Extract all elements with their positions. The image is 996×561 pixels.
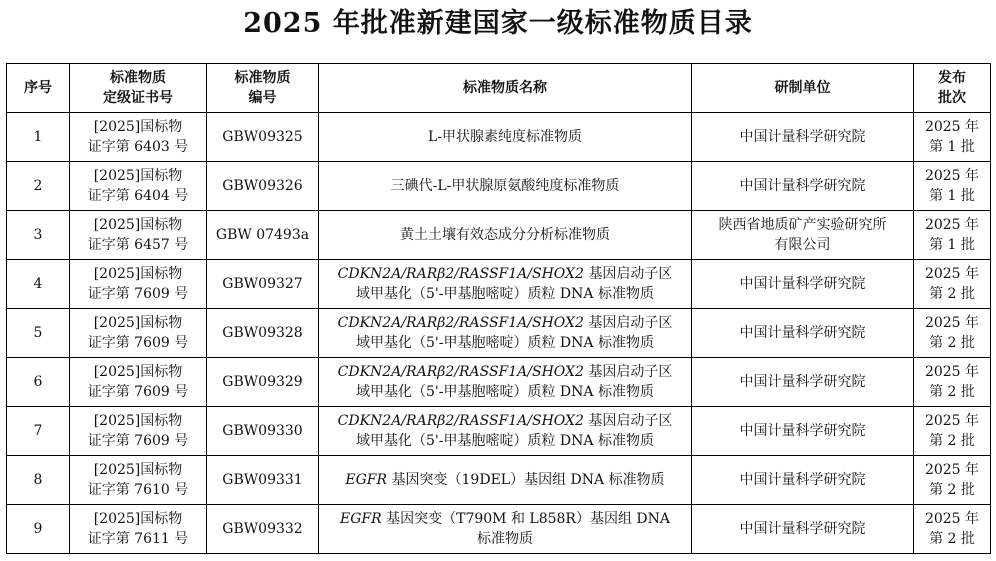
cell-index: 3 (7, 211, 70, 260)
cell-material-name: EGFR 基因突变（T790M 和 L858R）基因组 DNA 标准物质 (319, 505, 692, 554)
cell-material-code: GBW09331 (207, 456, 319, 505)
header-cert-number: 标准物质 定级证书号 (70, 64, 207, 113)
cell-material-code: GBW09326 (207, 162, 319, 211)
cell-index: 9 (7, 505, 70, 554)
cell-developer: 中国计量科学研究院 (692, 260, 914, 309)
cell-developer: 中国计量科学研究院 (692, 162, 914, 211)
cell-batch: 2025 年 第 1 批 (914, 162, 991, 211)
cell-batch: 2025 年 第 2 批 (914, 505, 991, 554)
cell-batch: 2025 年 第 2 批 (914, 456, 991, 505)
cell-material-code: GBW09327 (207, 260, 319, 309)
cell-index: 6 (7, 358, 70, 407)
cell-batch: 2025 年 第 2 批 (914, 260, 991, 309)
cell-material-code: GBW09328 (207, 309, 319, 358)
cell-index: 2 (7, 162, 70, 211)
header-material-code: 标准物质 编号 (207, 64, 319, 113)
cell-cert-number: [2025]国标物 证字第 7609 号 (70, 407, 207, 456)
cell-developer: 中国计量科学研究院 (692, 113, 914, 162)
table-row (7, 162, 991, 211)
cell-material-code: GBW09330 (207, 407, 319, 456)
cell-cert-number: [2025]国标物 证字第 7611 号 (70, 505, 207, 554)
cell-material-code: GBW 07493a (207, 211, 319, 260)
table-row (7, 309, 991, 358)
cell-developer: 中国计量科学研究院 (692, 358, 914, 407)
cell-material-name: CDKN2A/RARβ2/RASSF1A/SHOX2 基因启动子区 域甲基化（5'-甲基胞嘧啶）质粒 DNA 标准物质 (319, 260, 692, 309)
cell-developer: 陕西省地质矿产实验研究所 有限公司 (692, 211, 914, 260)
cell-batch: 2025 年 第 2 批 (914, 407, 991, 456)
cell-batch: 2025 年 第 2 批 (914, 309, 991, 358)
cell-developer: 中国计量科学研究院 (692, 407, 914, 456)
table-body (7, 113, 991, 554)
cell-material-name: 三碘代-L-甲状腺原氨酸纯度标准物质 (319, 162, 692, 211)
cell-material-name: EGFR 基因突变（19DEL）基因组 DNA 标准物质 (319, 456, 692, 505)
cell-cert-number: [2025]国标物 证字第 7609 号 (70, 358, 207, 407)
cell-developer: 中国计量科学研究院 (692, 505, 914, 554)
cell-cert-number: [2025]国标物 证字第 7610 号 (70, 456, 207, 505)
cell-index: 1 (7, 113, 70, 162)
table-row (7, 456, 991, 505)
cell-material-code: GBW09325 (207, 113, 319, 162)
table-row (7, 407, 991, 456)
table-row (7, 505, 991, 554)
cell-cert-number: [2025]国标物 证字第 7609 号 (70, 260, 207, 309)
cell-index: 4 (7, 260, 70, 309)
cell-material-name: CDKN2A/RARβ2/RASSF1A/SHOX2 基因启动子区 域甲基化（5'-甲基胞嘧啶）质粒 DNA 标准物质 (319, 358, 692, 407)
cell-material-name: 黄土土壤有效态成分分析标准物质 (319, 211, 692, 260)
reference-material-table (6, 63, 991, 554)
cell-index: 8 (7, 456, 70, 505)
table-header-row (7, 64, 991, 113)
cell-cert-number: [2025]国标物 证字第 6403 号 (70, 113, 207, 162)
header-material-name: 标准物质名称 (319, 64, 692, 113)
document-title: 2025 年批准新建国家一级标准物质目录 (243, 8, 753, 39)
cell-cert-number: [2025]国标物 证字第 6404 号 (70, 162, 207, 211)
cell-material-name: L-甲状腺素纯度标准物质 (319, 113, 692, 162)
cell-developer: 中国计量科学研究院 (692, 456, 914, 505)
header-developer: 研制单位 (692, 64, 914, 113)
cell-batch: 2025 年 第 2 批 (914, 358, 991, 407)
cell-material-name: CDKN2A/RARβ2/RASSF1A/SHOX2 基因启动子区 域甲基化（5'-甲基胞嘧啶）质粒 DNA 标准物质 (319, 407, 692, 456)
cell-cert-number: [2025]国标物 证字第 7609 号 (70, 309, 207, 358)
header-index: 序号 (7, 64, 70, 113)
cell-cert-number: [2025]国标物 证字第 6457 号 (70, 211, 207, 260)
cell-material-name: CDKN2A/RARβ2/RASSF1A/SHOX2 基因启动子区 域甲基化（5'-甲基胞嘧啶）质粒 DNA 标准物质 (319, 309, 692, 358)
table-row (7, 211, 991, 260)
cell-index: 7 (7, 407, 70, 456)
cell-developer: 中国计量科学研究院 (692, 309, 914, 358)
header-batch: 发布 批次 (914, 64, 991, 113)
table-row (7, 260, 991, 309)
cell-index: 5 (7, 309, 70, 358)
cell-material-code: GBW09332 (207, 505, 319, 554)
table-row (7, 358, 991, 407)
cell-batch: 2025 年 第 1 批 (914, 211, 991, 260)
table-row (7, 113, 991, 162)
cell-material-code: GBW09329 (207, 358, 319, 407)
cell-batch: 2025 年 第 1 批 (914, 113, 991, 162)
